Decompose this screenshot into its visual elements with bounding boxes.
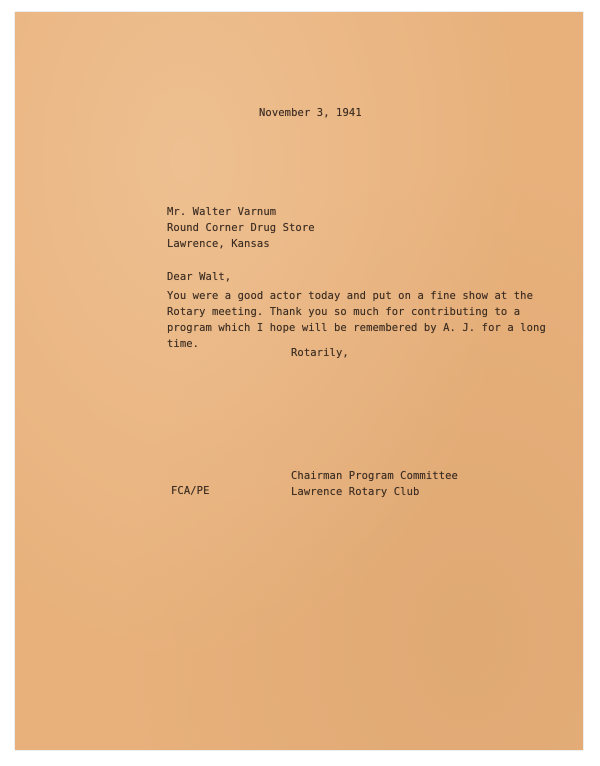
body-line: time. [167,338,200,350]
body-line: program which I hope will be remembered by A. J. for a long [167,322,546,334]
recipient-name: Mr. Walter Varnum [167,206,277,218]
salutation: Dear Walt, [167,271,232,283]
letter-page [15,12,583,750]
signature-block [291,468,458,500]
recipient-company: Round Corner Drug Store [167,222,315,234]
closing: Rotarily, [291,347,349,359]
letter-body [167,288,546,352]
body-line: You were a good actor today and put on a fine show at the [167,290,534,302]
reference-initials: FCA/PE [171,485,210,497]
signature-organization: Lawrence Rotary Club [291,486,420,498]
body-line: Rotary meeting. Thank you so much for contributing to a [167,306,521,318]
recipient-address [167,204,315,252]
letter-date: November 3, 1941 [259,107,362,119]
signature-title: Chairman Program Committee [291,470,458,482]
recipient-city: Lawrence, Kansas [167,238,270,250]
